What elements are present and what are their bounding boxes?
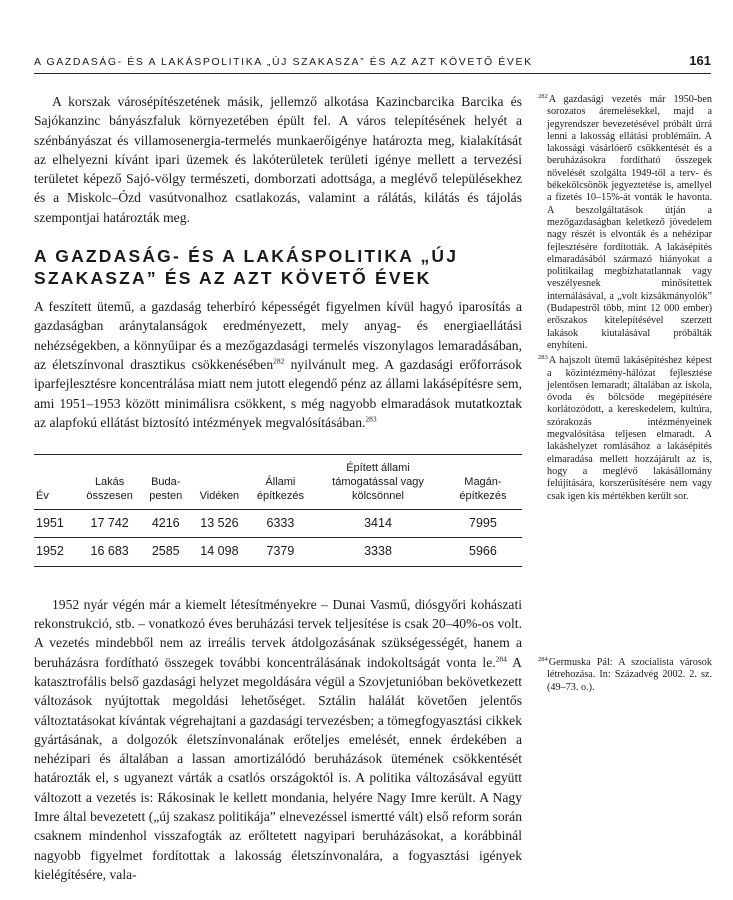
sidenotes-upper xyxy=(538,94,712,506)
cell-year: 1952 xyxy=(36,544,64,559)
table-row xyxy=(34,510,522,538)
section-heading: A GAZDASÁG- ÉS A LAKÁSPOLITIKA „ÚJ SZAKASZA” ÉS AZ AZT KÖVETŐ ÉVEK xyxy=(34,246,459,289)
footnote-text: A hajszolt ütemű lakásépítéshez képest a közintézmény-hálózat fejlesztése jelentősen lemaradt; általában az iskola, óvoda és bölcsőde megépítésére korlátozódott, a kereskedelem, kultúra, szórakozás intézményeinek megvalósítása teljesen elmaradt. A lakáshelyzet romlásához a lakásépítés elmaradása mellett hozzájárult az is, hogy a meglévő lakásállomány felújítására, korszerűsítésére nem vagy csak igen kis mértékben került sor. xyxy=(547,355,712,502)
cell-supported: 3338 xyxy=(364,544,392,559)
cell-year: 1951 xyxy=(36,516,64,531)
footnote-text: Germuska Pál: A szocialista városok létrehozása. In: Századvég 2002. 2. sz. (49–73. o.). xyxy=(547,657,712,693)
paragraph-new-phase-text-b: A katasztrofális belső gazdasági helyzet megoldására végül a Szovjetunióban bekövetkezett változások nyújtottak megoldási lehetőséget. Sztálin halálát követően jelentős változtatásokat kívántak végrehajtani a gazdasági tervezésben; a tömegfogyasztási cikkek gyártásának, a dolgozók életszínvonalának erőteljes emelését, ennek érdekében a nehézipari és általában a lassan amortizálódó beruházások ütemének csökkentését határozták el, s ugyanezt várták a csatlós országoktól is. A politika változásával együtt változott a vezetés is: Rákosinak le kellett mondania, helyére Nagy Imre került. A Nagy Imre által bevezetett („új szakasz politikája” elnevezéssel ismertté vált) első reform során csaknem mindenhol visszafogták az erőltetett nagyipari beruházásokat, a korábbinál nagyobb figyelmet fordítottak a lakosság életszínvonalára, a fogyasztási igények kielégítésére, vala- xyxy=(34,654,522,882)
header-total: Lakás összesen xyxy=(86,476,133,503)
cell-private: 5966 xyxy=(469,544,497,559)
footnote-number: 284 xyxy=(538,655,548,663)
footnote-ref-284[interactable]: 284 xyxy=(495,654,507,664)
paragraph-kazincbarcika: A korszak városépítészetének másik, jellemző alkotása Kazincbarcika Barcika és Sajókanzinc bányászfaluk környezetében épült fel. A város telepítésének helyét a szénbányászat és villamosenergia-termelés munkaerőigénye határozta meg, kialakítását az elhelyezni kívánt ipari üzemek és lakóterületek területi igénye mellett a tervezési területet képező Sajó-völgy természeti, domborzati adottsága, a meglévő településekhez és a Miskolc–Ózd vasútvonalhoz csatlakozás, valamint a rálátás, kilátás és tájolás szempontjai határozták meg. xyxy=(34,94,522,225)
cell-rural: 13 526 xyxy=(200,516,239,531)
cell-total: 16 683 xyxy=(90,544,129,559)
footnote-284 xyxy=(538,657,712,694)
paragraph-economy-text-a: A feszített ütemű, a gazdaság teherbíró képességét figyelmen kívül hagyó iparosítás a gazdaságban aránytalanságok eredményezett, mely anyag- és energiaellátási nehézségekben, a könnyűipar és a mezőgazdasági termelés viszonylagos lemaradásában, az életszínvonal drasztikus csökkenésében xyxy=(34,299,522,372)
header-private: Magán- építkezés xyxy=(459,476,507,503)
cell-budapest: 4216 xyxy=(151,516,180,531)
table-row xyxy=(34,538,522,566)
running-head xyxy=(34,53,711,68)
paragraph-new-phase-text-a: 1952 nyár végén már a kiemelt létesítményekre – Dunai Vasmű, diósgyőri kohászati rekonstrukció, stb. – vonatkozó éves beruházási tervek teljesítése is csak 20–40%-os volt. A vezetés mindebből nem az irreális tervek átdolgozásának szükségességét, hanem a beruházásra fordítható összegek további koncentrálásának indokoltságát vonta le. xyxy=(34,596,522,670)
header-budapest: Buda- pesten xyxy=(149,476,183,503)
header-year: Év xyxy=(36,490,49,503)
footnote-ref-282[interactable]: 282 xyxy=(273,356,285,366)
cell-state: 7379 xyxy=(266,544,295,559)
paragraph-new-phase xyxy=(34,595,522,884)
footnote-ref-283[interactable]: 283 xyxy=(365,414,377,424)
paragraph-economy xyxy=(34,297,522,432)
cell-supported: 3414 xyxy=(364,516,392,531)
header-rural: Vidéken xyxy=(199,490,240,503)
cell-private: 7995 xyxy=(469,516,497,531)
footnote-text: A gazdasági vezetés már 1950-ben sorozatos áremelésekkel, majd a jegyrendszer bevezetésével próbált úrrá lenni a lakosság ellátási problémáin. A lakossági vásárlóerő csökkentését és a beruházásokra fordítható összegek növelését szolgálta 1949-től a terv- és békekölcsönök jegyeztetése is, amellyel a fizetés 10–15%-át vonták le havonta. A beszolgáltatások útján a mezőgazdaságban keletkező jövedelem nagy részét is elvonták és a nehézipar fejlesztésére fordították. A lakásépítés elmaradásából származó hiányokat a politikailag megbízhatatlannak vagy veszélyesnek minősítettek internálásával, a „volt kizsákmányolók” (Budapestről több, mint 12 000 ember) erőszakos kitelepítésével szerzett lakások kiutalásával próbálták enyhíteni. xyxy=(547,94,712,351)
running-head-title: A GAZDASÁG- ÉS A LAKÁSPOLITIKA „ÚJ SZAKASZA” ÉS AZ AZT KÖVETŐ ÉVEK xyxy=(34,56,533,68)
footnote-number: 283 xyxy=(538,353,548,361)
cell-rural: 14 098 xyxy=(200,544,239,559)
header-supported: Épített állami támogatással vagy kölcsönnel xyxy=(332,462,424,503)
cell-state: 6333 xyxy=(266,516,295,531)
header-state: Állami építkezés xyxy=(256,476,304,503)
header-rule xyxy=(34,73,711,74)
page-number: 161 xyxy=(689,53,711,68)
housing-statistics-table xyxy=(34,454,522,567)
main-text-column xyxy=(34,92,522,884)
footnote-283 xyxy=(538,355,712,503)
sidenotes-lower xyxy=(538,657,712,697)
footnote-number: 282 xyxy=(538,92,548,100)
footnote-282 xyxy=(538,94,712,352)
paragraph-economy-text-b: nyilvánult meg. A gazdasági erőforrások iparfejlesztésre koncentrálása miatt nem jutott elegendő pénz az állami lakásépítésre sem, ami 1951–1953 között minimálisra csökkent, s még nagyobb elmaradások mutatkoztak az alapfokú ellátást biztosító intézmények megvalósításában. xyxy=(34,356,522,430)
table-header-row xyxy=(34,455,522,510)
cell-total: 17 742 xyxy=(90,516,129,531)
cell-budapest: 2585 xyxy=(151,544,180,559)
